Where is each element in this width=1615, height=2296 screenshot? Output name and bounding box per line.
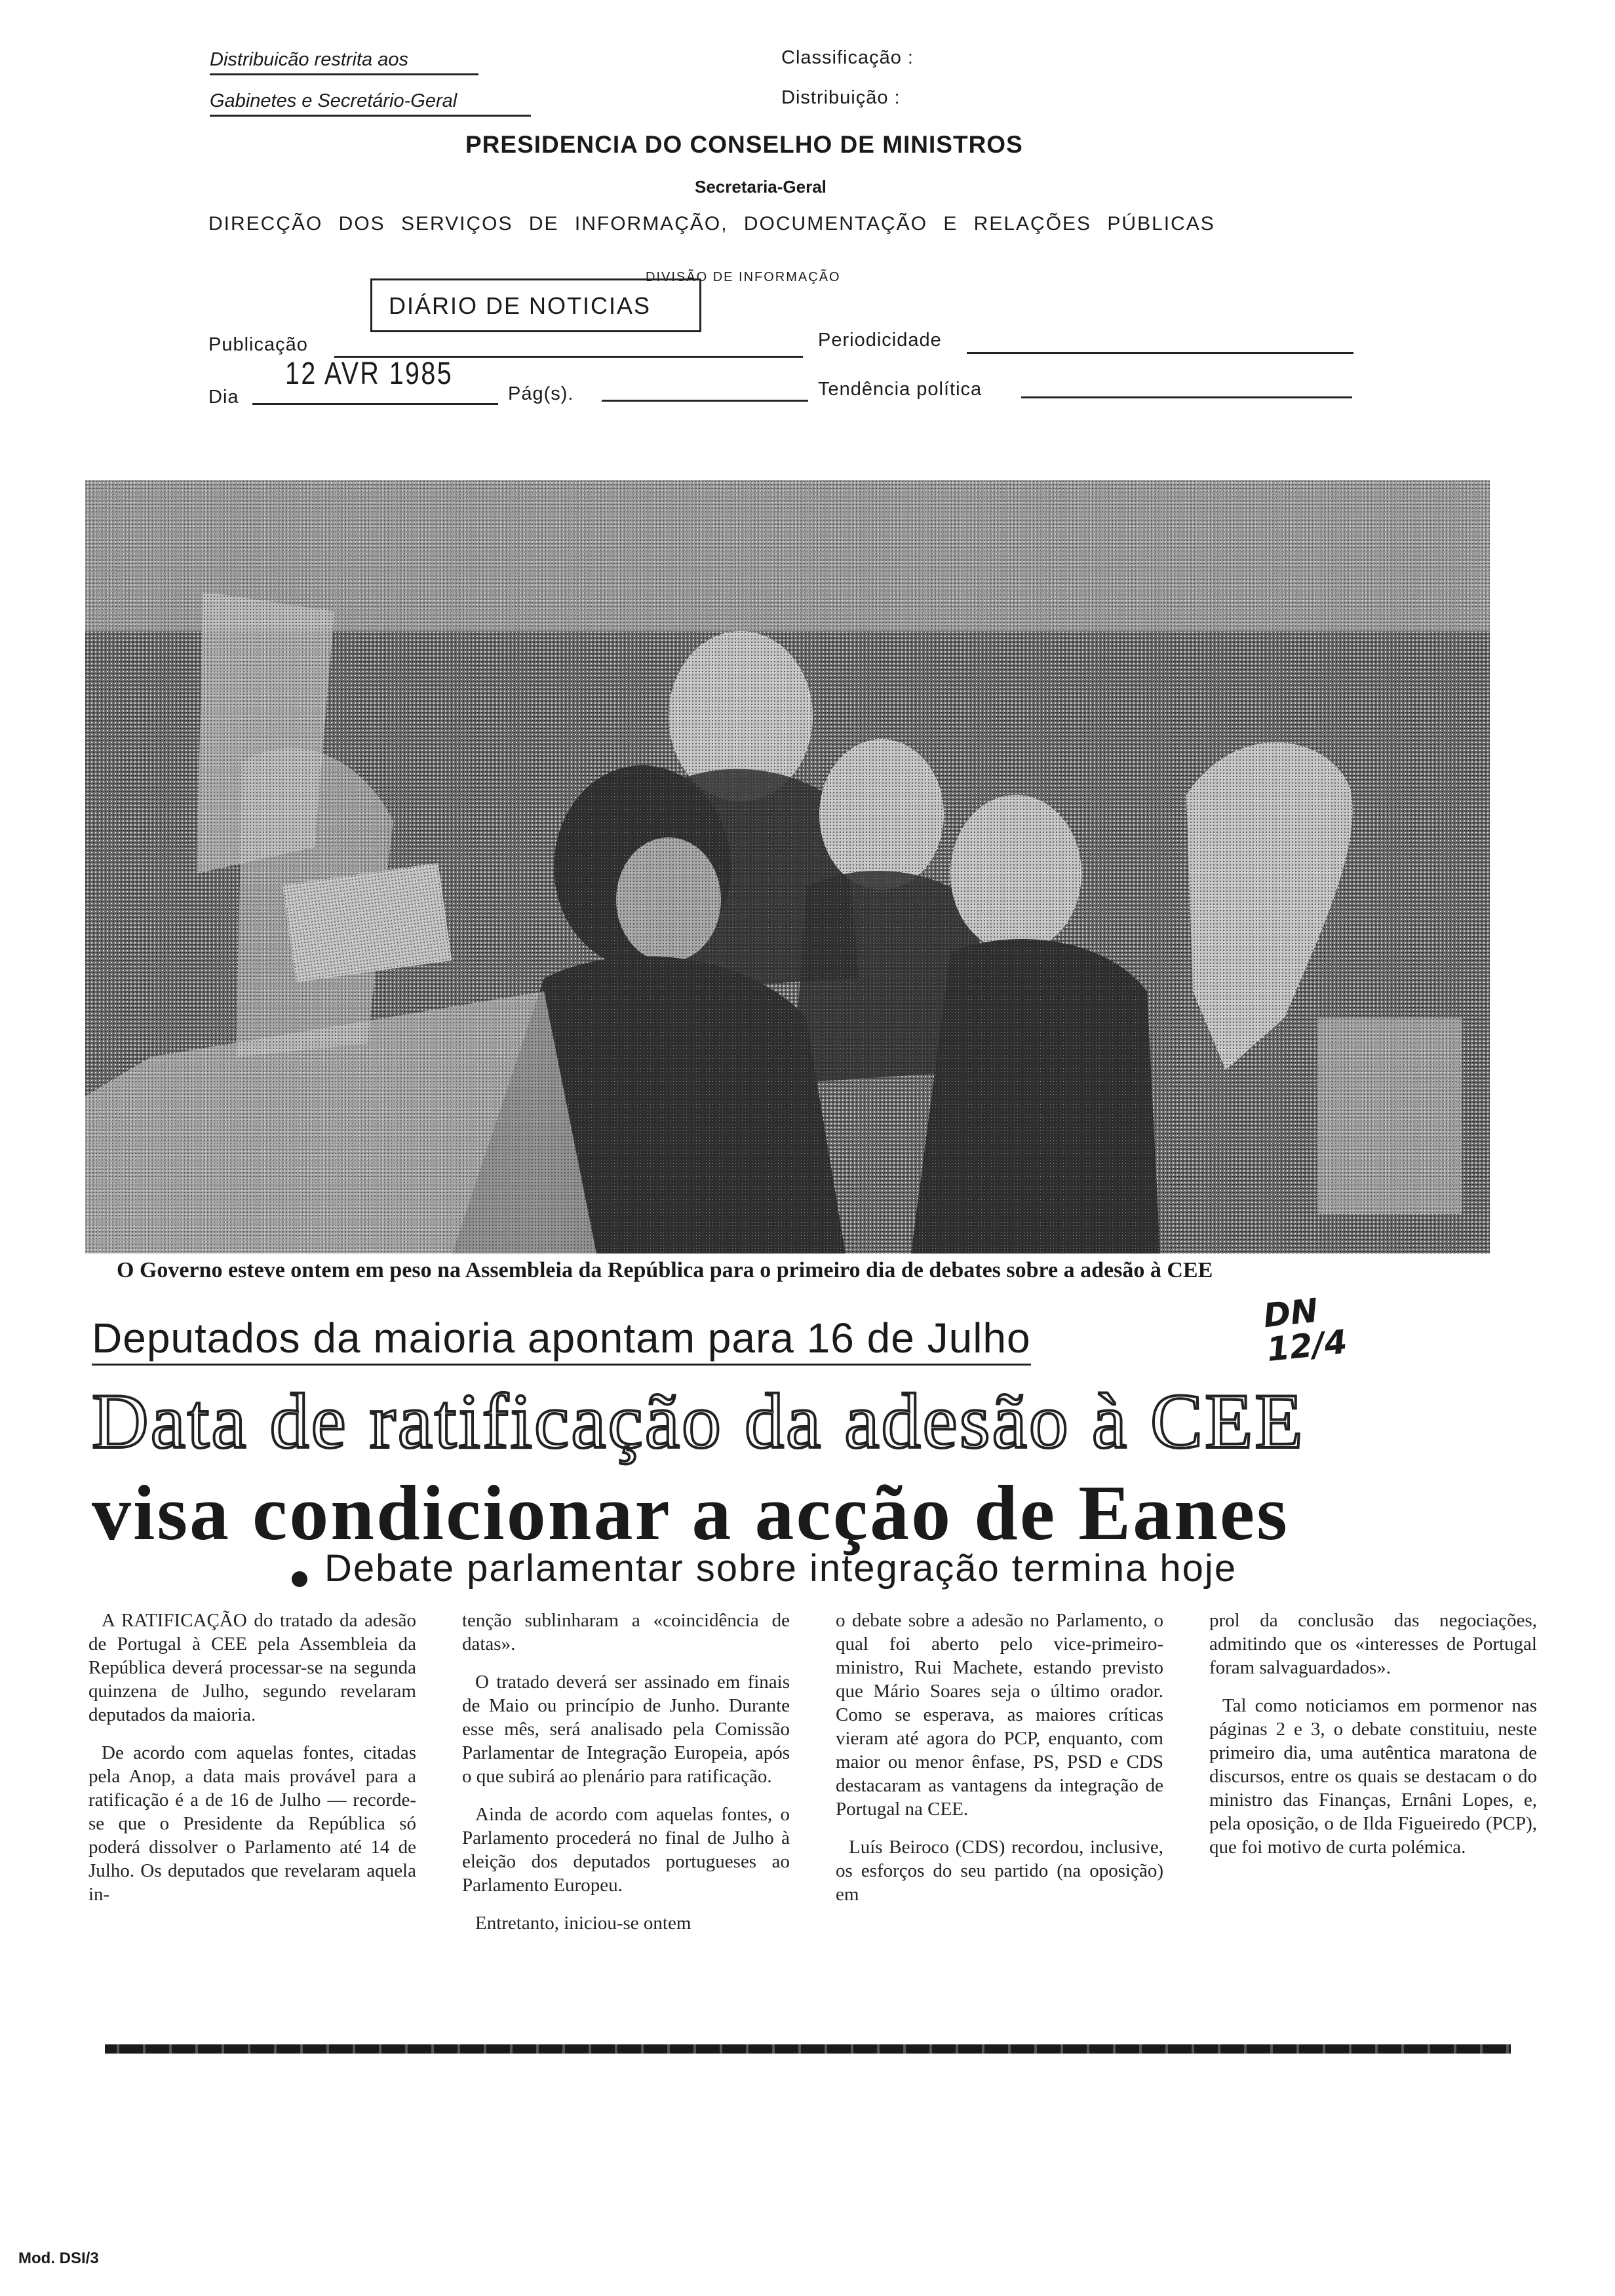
paragraph: Luís Beiroco (CDS) recordou, inclusive, os esforços do seu partido (na oposição) em <box>836 1837 1163 1905</box>
day-label: Dia <box>208 387 239 408</box>
pages-field-line <box>602 373 808 402</box>
paragraph: o debate sobre a adesão no Parlamento, o qual foi aberto pelo vice-primeiro-ministro, Rui Machete, estando previsto que Mário Soares seja o último orador. Como se esperava, as maiores críticas vieram até agora do PCP, enquanto, com maior ou menor ênfase, PS, PSD e CDS destacaram as vantagens da integração de Portugal na CEE. <box>836 1610 1163 1820</box>
org-title: PRESIDENCIA DO CONSELHO DE MINISTROS <box>465 131 1023 158</box>
handwritten-note: DN 12/4 <box>1261 1291 1350 1369</box>
date-stamp: 12 AVR 1985 <box>285 356 454 391</box>
photo-caption: O Governo esteve ontem em peso na Assembleia da República para o primeiro dia de debates sobre a adesão à CEE <box>117 1258 1213 1282</box>
form-code: Mod. DSI/3 <box>18 2249 99 2267</box>
news-photo <box>85 480 1490 1253</box>
paragraph: A RATIFICAÇÃO do tratado da adesão de Portugal à CEE pela Assembleia da República deverá processar-se na segunda quinzena de Julho, segundo revelaram deputados da maioria. <box>88 1610 416 1725</box>
paragraph: O tratado deverá ser assinado em finais de Maio ou princípio de Junho. Durante esse mês, será analisado pela Comissão Parlamentar de Integração Europeia, após o que subirá ao plenário para ratificação. <box>462 1672 790 1787</box>
article-column-3 <box>836 1609 1163 1921</box>
periodicity-label: Periodicidade <box>818 330 942 351</box>
directorate: DIRECÇÃO DOS SERVIÇOS DE INFORMAÇÃO, DOCUMENTAÇÃO E RELAÇÕES PÚBLICAS <box>208 213 1215 235</box>
bottom-rule <box>105 2044 1511 2054</box>
subhead-bullet-icon <box>292 1571 307 1587</box>
article-column-2 <box>462 1609 790 1949</box>
publication-stamp: DIÁRIO DE NOTICIAS <box>389 292 652 319</box>
pages-label: Pág(s). <box>508 383 574 404</box>
political-tendency-field-line <box>1021 370 1352 398</box>
periodicity-field-line <box>967 326 1353 354</box>
paragraph: Tal como noticiamos em pormenor nas páginas 2 e 3, o debate constituiu, neste primeiro dia, uma autêntica maratona de discursos, entre os quais se destacam o do ministro das Finanças, Ernâni Lopes, e, pela oposição, o de Ilda Figueiredo (PCP), que foi motivo de curta polémica. <box>1209 1695 1537 1858</box>
publication-label: Publicação <box>208 334 308 355</box>
article-column-4 <box>1209 1609 1537 1873</box>
paragraph: De acordo com aquelas fontes, citadas pela Anop, a data mais provável para a ratificação é a de 16 de Julho — recorde-se que o Presidente da República só poderá dissolver o Parlamento até 14 de Julho. Os deputados que revelaram aquela in- <box>88 1742 416 1905</box>
photo-scene <box>85 480 1490 1253</box>
publication-stamp-box <box>370 278 701 332</box>
kicker-headline: Deputados da maioria apontam para 16 de Julho <box>92 1314 1031 1366</box>
paragraph: Entretanto, iniciou-se ontem <box>475 1913 691 1934</box>
distribution-label: Distribuição : <box>781 87 901 108</box>
main-headline-line2: visa condicionar a acção de Eanes <box>92 1469 1289 1556</box>
paragraph: tenção sublinharam a «coincidência de datas». <box>462 1610 790 1655</box>
main-headline-line1: Data de ratificação da adesão à CEE <box>92 1377 1305 1464</box>
publication-field-line <box>334 330 803 358</box>
subhead: Debate parlamentar sobre integração termina hoje <box>324 1547 1237 1590</box>
org-subtitle: Secretaria-Geral <box>695 177 827 197</box>
distribution-note-line1: Distribuicão restrita aos <box>210 49 478 75</box>
paragraph: prol da conclusão das negociações, admitindo que os «interesses de Portugal foram salvaguardados». <box>1209 1610 1537 1678</box>
division-label: DIVISÃO DE INFORMAÇÃO <box>646 270 841 284</box>
distribution-note-line2: Gabinetes e Secretário-Geral <box>210 90 531 117</box>
paragraph: Ainda de acordo com aquelas fontes, o Parlamento procederá no final de Julho à eleição dos deputados portugueses ao Parlamento Europeu. <box>462 1804 790 1896</box>
classification-label: Classificação : <box>781 47 914 68</box>
article-column-1 <box>88 1609 416 1921</box>
political-tendency-label: Tendência política <box>818 379 983 400</box>
